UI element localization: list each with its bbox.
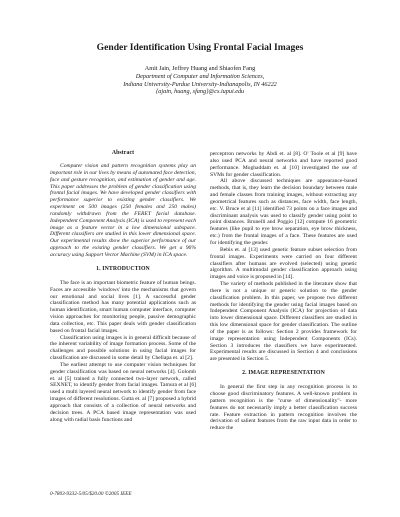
section-2-heading: 2. IMAGE REPRESENTATION (242, 370, 325, 377)
intro-paragraph-1: The face is an important biometric feature of human beings. Faces are accessible 'windows' into the mechanisms that govern our emotional and social lives [1]. A successful gender classification method has many potential applications such as human identification, smart human computer interface, computer vision approaches for monitoring people, passive demographic data collection, etc. This paper deals with gender classification based on frontal facial images. (50, 279, 196, 334)
author-department: Department of Computer and Information Sciences, (135, 72, 265, 80)
section-1-heading: 1. INTRODUCTION (96, 265, 150, 272)
right-column (210, 151, 357, 432)
author-emails: {ajain, huang, sfang}@cs.iupui.edu (155, 88, 245, 96)
copyright-footer: 0-7803-9332-5/05/$20.00 ©2005 IEEE (50, 491, 132, 497)
author-university: Indiana University-Purdue University-Indianapolis, IN 46222 (123, 80, 277, 88)
author-names: Amit Jain, Jeffrey Huang and Shiaofen Fang (144, 65, 256, 72)
right-paragraph-1: perceptron networks by Abdi et. al [8]. O' Toole et al [9] have also used PCA and neural networks and have reported good performance. Moghaddam et. al [10] investigated the use of SVMs for gender classification. (210, 151, 357, 178)
abstract-text: Computer vision and pattern recognition systems play an important role in our lives by means of automated face detection, face and gesture recognition, and estimation of gender and age. This paper addresses the problem of gender classification using frontal facial images. We have developed gender classifiers with performance superior to existing gender classifiers. We experiment on 500 images (250 females and 250 males) randomly withdrawn from the FERET facial database. Independent Component Analysis (ICA) is used to represent each image as a feature vector in a low dimensional subspace. Different classifiers are studied in this lower dimensional space. Our experimental results show the superior performance of our approach to the existing gender classifiers. We get a 96% accuracy using Support Vector Machine (SVM) in ICA space. (50, 163, 196, 258)
intro-paragraph-2: Classification using images is in general difficult because of the inherent variability of image formation process. Some of the challenges and possible solutions in using facial images for classification are discussed in some detail by Chellapa et. al [2]. (50, 334, 196, 362)
intro-paragraph-3: The earliest attempt to use computer vision techniques for gender classification was based on neural networks [4]. Golomb et. al [5] trained a fully connected two-layer network, called SEXNET, to identify gender from facial images. Tamura et al [6] used a multi layered neural network to identify gender from face images of different resolutions. Gutta et. al [7] proposed a hybrid approach that consists of a collection of neural networks and decision trees. A PCA based image representation was used along with radial basis functions and (50, 361, 196, 423)
left-column (50, 150, 196, 424)
author-block (0, 65, 400, 96)
right-paragraph-4: The variety of methods published in the literature show that there is not a unique or generic solution to the gender classification problem. In this paper, we propose two different methods for identifying the gender using facial images based on Independent Component Analysis (ICA) for projection of data into lower dimensional space. Different classifiers are studied in this low dimensional space for gender classification. The outline of the paper is as follows: Section 2 provides framework for image representation using Independent Components (ICs). Section 3 introduces the classifiers we have experimented. Experimental results are discussed in Section 4 and conclusions are presented in Section 5. (210, 281, 357, 363)
section-2-text: In general the first step in any recognition process is to choose good discriminatory features. A well-known problem in pattern recognition is the "curse of dimensionality"- more features do not necessarily imply a better classification success rate. Feature extraction in pattern recognition involves the derivation of salient features from the raw input data in order to reduce the (210, 384, 357, 432)
abstract-heading: Abstract (111, 150, 135, 156)
right-paragraph-2: All above discussed techniques are appearance-based methods, that is, they learn the decision boundary between male and female classes from training images, without extracting any geometrical features such as distances, face width, face length, etc. V. Bruce et al [11] identified 73 points on a face images and discriminant analysis was used to classify gender using point to point distances. Brunelli and Poggio [12] compute 16 geometric features (like pupil to eye brow separation, eye brow thickness, etc.) from the frontal images of a face. These features are used for identifying the gender. (210, 178, 357, 246)
paper-title: Gender Identification Using Frontal Facial Images (96, 42, 304, 53)
right-paragraph-3: Bebis et. al [13] used genetic feature subset selection from frontal images. Experiments were carried on four different classifiers after humans are evolved (selected) using genetic algorithm. A multimodal gender classification approach using images and voice is proposed in [14]. (210, 246, 357, 281)
